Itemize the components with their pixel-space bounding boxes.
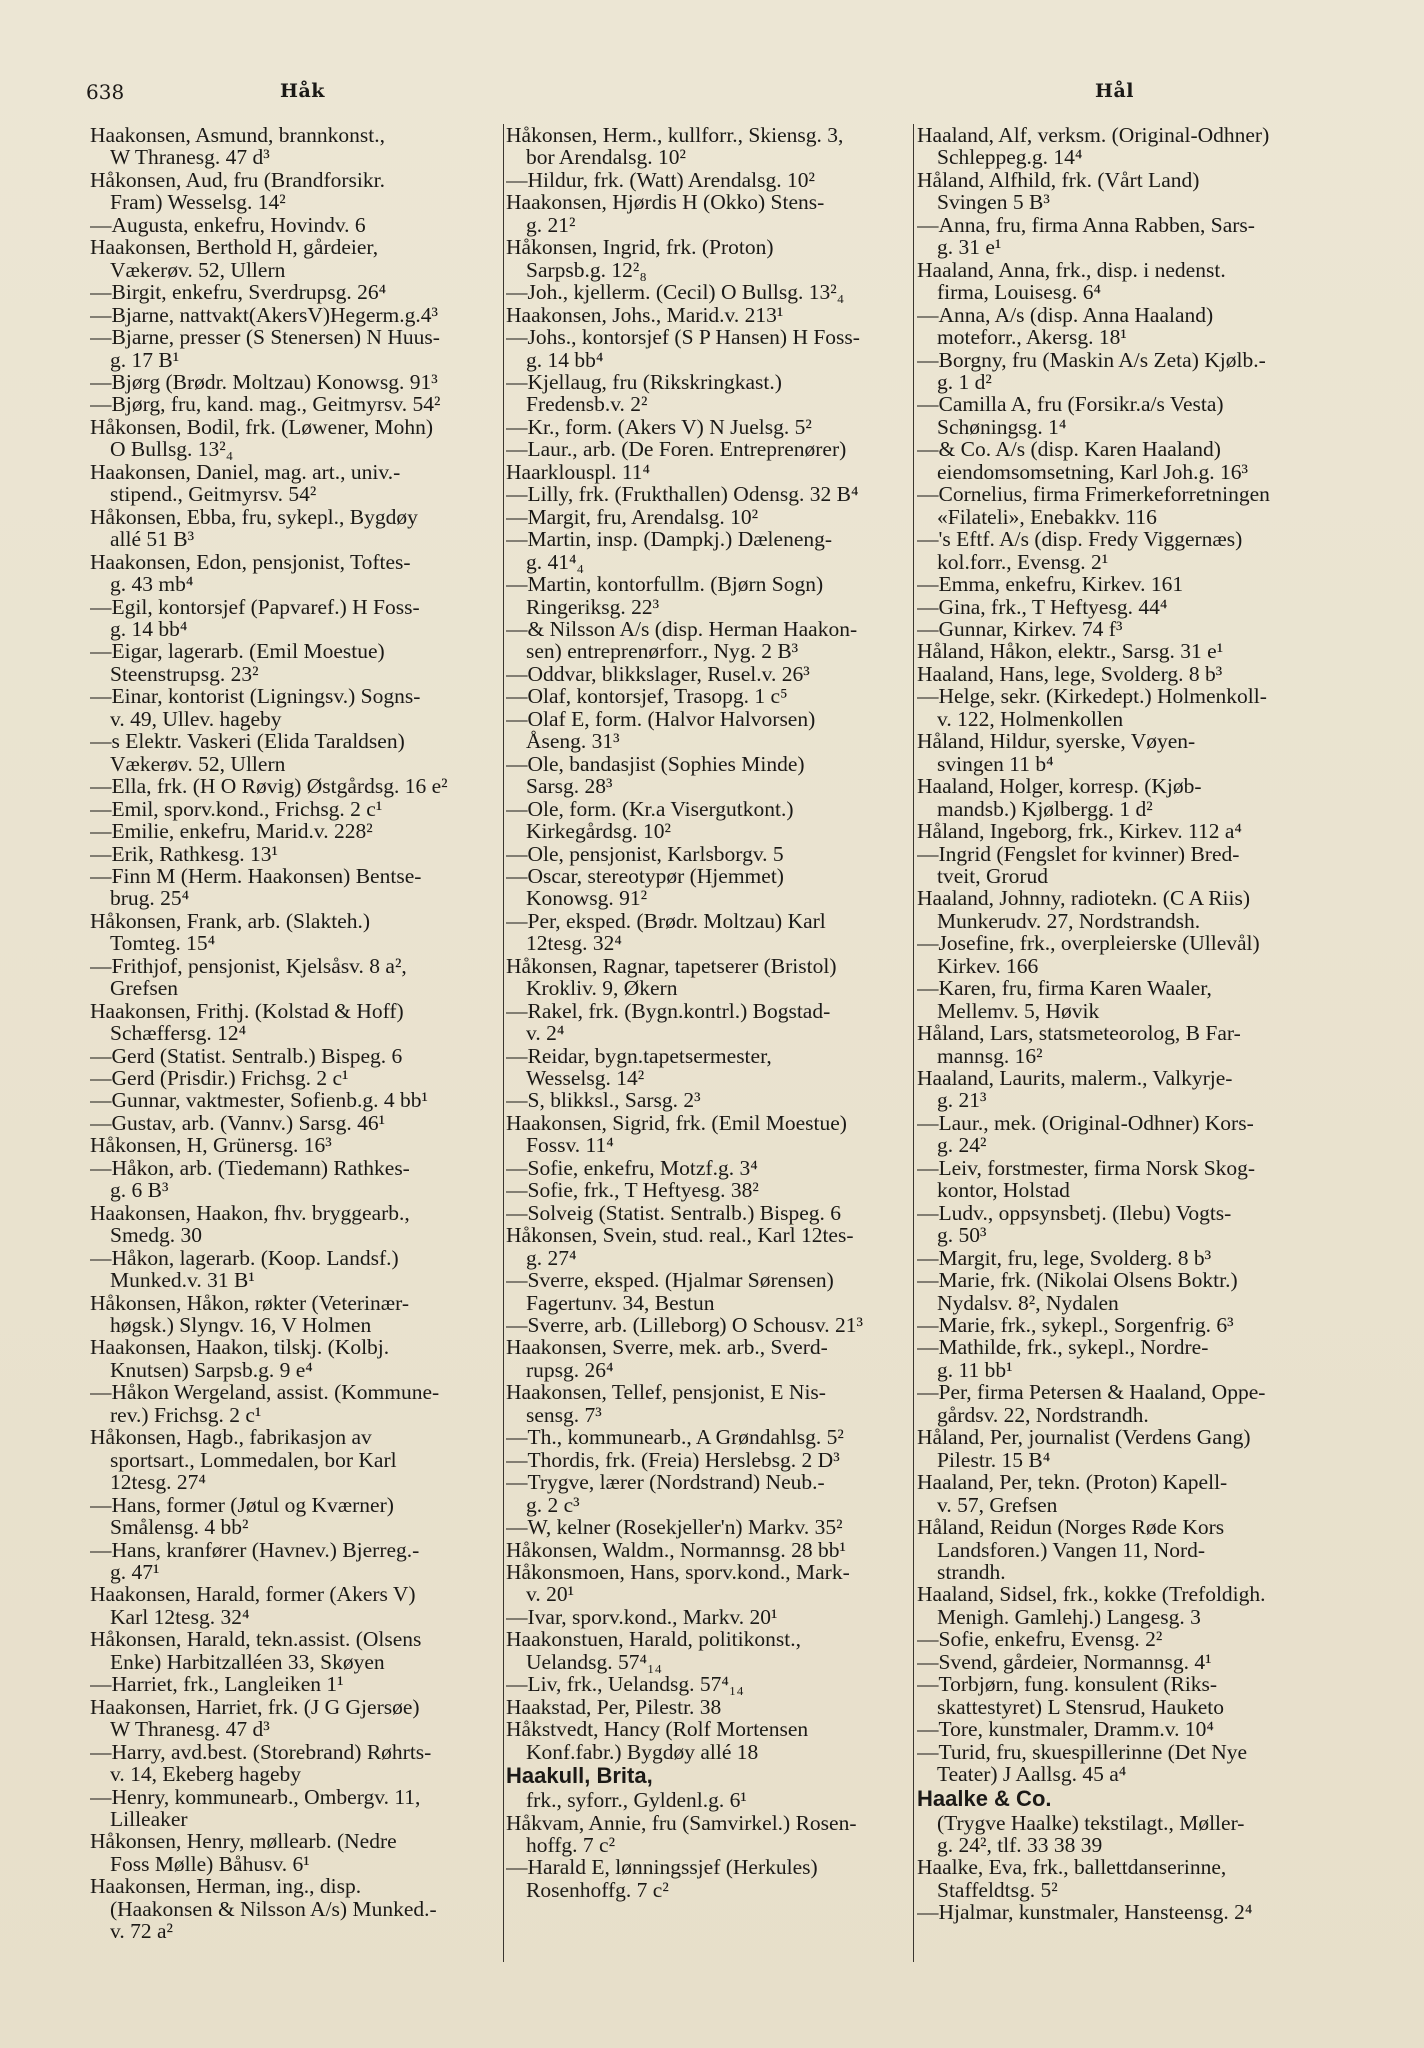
- directory-line: Haakonsen, Tellef, pensjonist, E Nis-: [506, 1380, 826, 1405]
- directory-line: Lilleaker: [110, 1806, 188, 1831]
- directory-line: —Tore, kunstmaler, Dramm.v. 10⁴: [917, 1717, 1214, 1742]
- directory-line: g. 41⁴₄: [526, 549, 584, 574]
- directory-line: —Sofie, enkefru, Motzf.g. 3⁴: [506, 1155, 758, 1180]
- directory-line: Menigh. Gamlehj.) Langesg. 3: [937, 1604, 1201, 1629]
- directory-line: g. 24²: [937, 1133, 987, 1158]
- directory-line: —Eigar, lagerarb. (Emil Moestue): [90, 639, 385, 664]
- directory-line: Krokliv. 9, Økern: [526, 976, 678, 1001]
- directory-line: —Kjellaug, fru (Rikskringkast.): [506, 369, 782, 394]
- directory-line: v. 49, Ullev. hageby: [110, 706, 282, 731]
- directory-line: —Thordis, frk. (Freia) Herslebsg. 2 D³: [506, 1447, 840, 1472]
- directory-line: Fagertunv. 34, Bestun: [526, 1290, 715, 1315]
- directory-line: —Johs., kontorsjef (S P Hansen) H Foss-: [506, 325, 860, 350]
- directory-line: Steenstrupsg. 23²: [110, 661, 259, 686]
- directory-line: Håkonsen, Waldm., Normannsg. 28 bb¹: [506, 1537, 846, 1562]
- directory-line: Håland, Hildur, syerske, Vøyen-: [917, 729, 1196, 754]
- directory-line: Tomteg. 15⁴: [110, 931, 216, 956]
- directory-line: Håland, Ingeborg, frk., Kirkev. 112 a⁴: [917, 819, 1242, 844]
- directory-line: Haakull, Brita,: [506, 1763, 653, 1789]
- directory-line: —Lilly, frk. (Frukthallen) Odensg. 32 B⁴: [506, 482, 859, 507]
- directory-line: —Turid, fru, skuespillerinne (Det Nye: [917, 1739, 1248, 1764]
- directory-line: Håkonsen, Hagb., fabrikasjon av: [90, 1425, 372, 1450]
- directory-line: rupsg. 26⁴: [526, 1357, 614, 1382]
- directory-line: —s Elektr. Vaskeri (Elida Taraldsen): [90, 729, 405, 754]
- directory-line: —Liv, frk., Uelandsg. 57⁴₁₄: [506, 1672, 744, 1697]
- directory-line: —W, kelner (Rosekjeller'n) Markv. 35²: [506, 1515, 843, 1540]
- directory-line: —'s Eftf. A/s (disp. Fredy Viggernæs): [917, 527, 1243, 552]
- directory-line: —Bjørg, fru, kand. mag., Geitmyrsv. 54²: [90, 392, 441, 417]
- directory-line: —Solveig (Statist. Sentralb.) Bispeg. 6: [506, 1200, 842, 1225]
- directory-line: —Harald E, lønningssjef (Herkules): [506, 1855, 818, 1880]
- directory-line: v. 2⁴: [526, 1021, 565, 1046]
- directory-line: v. 72 a²: [110, 1919, 173, 1944]
- directory-line: (Trygve Haalke) tekstilagt., Møller-: [937, 1810, 1245, 1835]
- directory-line: —Margit, fru, Arendalsg. 10²: [506, 504, 759, 529]
- directory-line: Haaland, Holger, korresp. (Kjøb-: [917, 774, 1202, 799]
- directory-line: —Håkon Wergeland, assist. (Kommune-: [90, 1380, 440, 1405]
- directory-line: —Helge, sekr. (Kirkedept.) Holmenkoll-: [917, 684, 1267, 709]
- directory-line: Håkvam, Annie, fru (Samvirkel.) Rosen-: [506, 1810, 857, 1835]
- directory-line: —Torbjørn, fung. konsulent (Riks-: [917, 1672, 1218, 1697]
- directory-line: Åseng. 31³: [526, 729, 620, 754]
- directory-line: bor Arendalsg. 10²: [526, 145, 686, 170]
- directory-line: Sarsg. 28³: [526, 774, 613, 799]
- directory-line: —Olaf, kontorsjef, Trasopg. 1 c⁵: [506, 684, 788, 709]
- directory-line: —Olaf E, form. (Halvor Halvorsen): [506, 706, 816, 731]
- directory-line: —Oddvar, blikkslager, Rusel.v. 26³: [506, 661, 810, 686]
- directory-line: —Marie, frk., sykepl., Sorgenfrig. 6³: [917, 1313, 1234, 1338]
- directory-line: Håkstvedt, Hancy (Rolf Mortensen: [506, 1717, 809, 1742]
- directory-line: —Hans, former (Jøtul og Kværner): [90, 1492, 394, 1517]
- directory-line: v. 14, Ekeberg hageby: [110, 1762, 302, 1787]
- directory-line: v. 57, Grefsen: [937, 1492, 1058, 1517]
- column-3: [917, 124, 1317, 2024]
- directory-line: sen) entreprenørforr., Nyg. 2 B³: [526, 639, 799, 664]
- directory-line: —Svend, gårdeier, Normannsg. 4¹: [917, 1649, 1212, 1674]
- directory-line: —Camilla A, fru (Forsikr.a/s Vesta): [917, 392, 1224, 417]
- directory-line: —Augusta, enkefru, Hovindv. 6: [90, 212, 366, 237]
- directory-line: høgsk.) Slyngv. 16, V Holmen: [110, 1313, 372, 1338]
- directory-line: sensg. 7³: [526, 1402, 602, 1427]
- directory-line: W Thranesg. 47 d³: [110, 145, 270, 170]
- directory-line: —Mathilde, frk., sykepl., Nordre-: [917, 1335, 1209, 1360]
- directory-line: Haakonsen, Sverre, mek. arb., Sverd-: [506, 1335, 828, 1360]
- directory-line: Fram) Wesselsg. 14²: [110, 190, 286, 215]
- directory-line: Uelandsg. 57⁴₁₄: [526, 1649, 662, 1674]
- directory-line: —Hans, kranfører (Havnev.) Bjerreg.-: [90, 1537, 420, 1562]
- directory-line: —Laur., mek. (Original-Odhner) Kors-: [917, 1110, 1254, 1135]
- directory-line: frk., syforr., Gyldenl.g. 6¹: [526, 1788, 747, 1813]
- page-number: 638: [86, 80, 125, 104]
- directory-line: —Laur., arb. (De Foren. Entreprenører): [506, 437, 847, 462]
- directory-line: Munkerudv. 27, Nordstrandsh.: [937, 908, 1201, 933]
- directory-line: Haakonsen, Herman, ing., disp.: [90, 1874, 362, 1899]
- directory-line: Grefsen: [110, 976, 179, 1001]
- page-header: [0, 80, 1424, 120]
- directory-line: —Ole, pensjonist, Karlsborgv. 5: [506, 841, 784, 866]
- directory-line: Håkonsen, Frank, arb. (Slakteh.): [90, 908, 371, 933]
- directory-line: Håkonsen, Herm., kullforr., Skiensg. 3,: [506, 124, 844, 147]
- directory-line: g. 24², tlf. 33 38 39: [937, 1832, 1103, 1857]
- directory-line: allé 51 B³: [110, 527, 195, 552]
- directory-line: Håkonsen, Håkon, røkter (Veterinær-: [90, 1290, 409, 1315]
- directory-line: —Karen, fru, firma Karen Waaler,: [917, 976, 1212, 1001]
- directory-line: —Finn M (Herm. Haakonsen) Bentse-: [90, 863, 422, 888]
- directory-line: Teater) J Aallsg. 45 a⁴: [937, 1762, 1127, 1787]
- directory-line: Pilestr. 15 B⁴: [937, 1447, 1051, 1472]
- directory-line: —Erik, Rathkesg. 13¹: [90, 841, 278, 866]
- column-2: [506, 124, 912, 2024]
- column-divider: [503, 124, 504, 1962]
- directory-line: 12tesg. 27⁴: [110, 1470, 206, 1495]
- directory-line: svingen 11 b⁴: [937, 751, 1054, 776]
- directory-line: —Anna, A/s (disp. Anna Haaland): [917, 302, 1214, 327]
- directory-line: Haakonsen, Berthold H, gårdeier,: [90, 235, 379, 260]
- directory-line: —Bjørg (Brødr. Moltzau) Konowsg. 91³: [90, 369, 438, 394]
- directory-line: Foss Mølle) Båhusv. 6¹: [110, 1851, 310, 1876]
- directory-line: «Filateli», Enebakkv. 116: [937, 504, 1157, 529]
- column-1: [90, 124, 502, 2024]
- directory-line: —Bjarne, presser (S Stenersen) N Huus-: [90, 325, 440, 350]
- directory-line: g. 1 d²: [937, 369, 992, 394]
- directory-line: —Emilie, enkefru, Marid.v. 228²: [90, 819, 373, 844]
- directory-line: —Anna, fru, firma Anna Rabben, Sars-: [917, 212, 1255, 237]
- directory-line: Schleppeg.g. 14⁴: [937, 145, 1083, 170]
- directory-line: kol.forr., Evensg. 2¹: [937, 549, 1109, 574]
- directory-line: Haaland, Sidsel, frk., kokke (Trefoldigh.: [917, 1582, 1266, 1607]
- directory-line: Håkonsen, Ingrid, frk. (Proton): [506, 235, 774, 260]
- directory-line: —Gerd (Statist. Sentralb.) Bispeg. 6: [90, 1043, 403, 1068]
- directory-line: v. 122, Holmenkollen: [937, 706, 1124, 731]
- directory-line: Wesselsg. 14²: [526, 1066, 645, 1091]
- directory-line: rev.) Frichsg. 2 c¹: [110, 1402, 262, 1427]
- directory-line: —Ivar, sporv.kond., Markv. 20¹: [506, 1604, 778, 1629]
- directory-line: Kirkegårdsg. 10²: [526, 819, 671, 844]
- directory-line: Konf.fabr.) Bygdøy allé 18: [526, 1739, 759, 1764]
- directory-line: Haakstad, Per, Pilestr. 38: [506, 1694, 722, 1719]
- directory-line: Håland, Alfhild, frk. (Vårt Land): [917, 167, 1200, 192]
- directory-line: g. 2 c³: [526, 1492, 580, 1517]
- directory-line: g. 6 B³: [110, 1178, 169, 1203]
- directory-line: Haaland, Anna, frk., disp. i nedenst.: [917, 257, 1226, 282]
- directory-line: Landsforen.) Vangen 11, Nord-: [937, 1537, 1206, 1562]
- directory-line: Haakonsen, Daniel, mag. art., univ.-: [90, 459, 401, 484]
- directory-line: —Rakel, frk. (Bygn.kontrl.) Bogstad-: [506, 998, 831, 1023]
- directory-line: Haarklouspl. 11⁴: [506, 459, 651, 484]
- directory-line: Haalke & Co.: [917, 1785, 1052, 1811]
- directory-line: —Håkon, lagerarb. (Koop. Landsf.): [90, 1245, 399, 1270]
- directory-line: g. 31 e¹: [937, 235, 1002, 260]
- directory-line: gårdsv. 22, Nordstrandh.: [937, 1402, 1149, 1427]
- directory-line: —Sverre, arb. (Lilleborg) O Schousv. 21³: [506, 1313, 863, 1338]
- directory-line: skattestyret) L Stensrud, Hauketo: [937, 1694, 1224, 1719]
- directory-line: —Hjalmar, kunstmaler, Hansteensg. 2⁴: [917, 1900, 1253, 1925]
- directory-line: Håland, Reidun (Norges Røde Kors: [917, 1515, 1225, 1540]
- directory-line: eiendomsomsetning, Karl Joh.g. 16³: [937, 459, 1248, 484]
- directory-line: —Sverre, eksped. (Hjalmar Sørensen): [506, 1268, 834, 1293]
- directory-line: —Joh., kjellerm. (Cecil) O Bullsg. 13²₄: [506, 280, 845, 305]
- directory-line: moteforr., Akersg. 18¹: [937, 325, 1127, 350]
- directory-line: Håkonsen, Ragnar, tapetserer (Bristol): [506, 953, 837, 978]
- directory-line: —& Co. A/s (disp. Karen Haaland): [917, 437, 1221, 462]
- directory-line: —Einar, kontorist (Ligningsv.) Sogns-: [90, 684, 421, 709]
- directory-line: —Josefine, frk., overpleierske (Ullevål): [917, 931, 1260, 956]
- directory-line: Håkonsen, Svein, stud. real., Karl 12tes-: [506, 1223, 854, 1248]
- directory-line: —Kr., form. (Akers V) N Juelsg. 5²: [506, 414, 812, 439]
- directory-line: kontor, Holstad: [937, 1178, 1070, 1203]
- directory-line: —Emil, sporv.kond., Frichsg. 2 c¹: [90, 796, 383, 821]
- directory-line: —Leiv, forstmester, firma Norsk Skog-: [917, 1155, 1256, 1180]
- directory-line: Haakonsen, Asmund, brannkonst.,: [90, 124, 385, 147]
- directory-line: g. 43 mb⁴: [110, 572, 194, 597]
- directory-line: —Marie, frk. (Nikolai Olsens Boktr.): [917, 1268, 1238, 1293]
- directory-line: —Ludv., oppsynsbetj. (Ilebu) Vogts-: [917, 1200, 1232, 1225]
- directory-line: Schøningsg. 1⁴: [937, 414, 1067, 439]
- directory-line: Haaland, Alf, verksm. (Original-Odhner): [917, 124, 1270, 147]
- directory-line: —Birgit, enkefru, Sverdrupsg. 26⁴: [90, 280, 387, 305]
- directory-line: Enke) Harbitzalléen 33, Skøyen: [110, 1649, 385, 1674]
- column-divider: [913, 124, 914, 1962]
- directory-line: W Thranesg. 47 d³: [110, 1717, 270, 1742]
- directory-line: —Ole, bandasjist (Sophies Minde): [506, 751, 805, 776]
- directory-line: Haakonsen, Haakon, fhv. bryggearb.,: [90, 1200, 410, 1225]
- directory-line: —Gunnar, Kirkev. 74 f³: [917, 616, 1123, 641]
- directory-line: g. 11 bb¹: [937, 1357, 1013, 1382]
- directory-line: —Harriet, frk., Langleiken 1¹: [90, 1672, 344, 1697]
- directory-line: strandh.: [937, 1560, 1006, 1584]
- directory-line: —Frithjof, pensjonist, Kjelsåsv. 8 a²,: [90, 953, 407, 978]
- directory-line: Håkonsen, Henry, møllearb. (Nedre: [90, 1829, 397, 1854]
- directory-line: g. 47¹: [110, 1560, 160, 1584]
- directory-line: —Sofie, enkefru, Evensg. 2²: [917, 1627, 1163, 1652]
- directory-line: —Martin, insp. (Dampkj.) Dæleneng-: [506, 527, 833, 552]
- directory-line: Haakonsen, Hjørdis H (Okko) Stens-: [506, 190, 825, 215]
- directory-line: —Borgny, fru (Maskin A/s Zeta) Kjølb.-: [917, 347, 1266, 372]
- directory-line: —Håkon, arb. (Tiedemann) Rathkes-: [90, 1155, 410, 1180]
- directory-line: Karl 12tesg. 32⁴: [110, 1604, 250, 1629]
- directory-line: mannsg. 16²: [937, 1043, 1043, 1068]
- directory-line: —Cornelius, firma Frimerkeforretningen: [917, 482, 1270, 507]
- directory-line: Vækerøv. 52, Ullern: [110, 751, 286, 776]
- directory-line: Håland, Per, journalist (Verdens Gang): [917, 1425, 1251, 1450]
- directory-line: (Haakonsen & Nilsson A/s) Munked.-: [110, 1896, 437, 1921]
- directory-line: g. 14 bb⁴: [526, 347, 604, 372]
- directory-line: Håkonsen, Harald, tekn.assist. (Olsens: [90, 1627, 422, 1652]
- directory-line: Håland, Lars, statsmeteorolog, B Far-: [917, 1021, 1241, 1046]
- directory-line: —S, blikksl., Sarsg. 2³: [506, 1088, 701, 1113]
- left-guide-word: Håk: [280, 80, 325, 102]
- directory-line: —Gustav, arb. (Vannv.) Sarsg. 46¹: [90, 1110, 386, 1135]
- directory-line: Håkonsmoen, Hans, sporv.kond., Mark-: [506, 1560, 850, 1584]
- directory-line: —Gunnar, vaktmester, Sofienb.g. 4 bb¹: [90, 1088, 428, 1113]
- directory-line: —Per, firma Petersen & Haaland, Oppe-: [917, 1380, 1266, 1405]
- directory-line: stipend., Geitmyrsv. 54²: [110, 482, 317, 507]
- directory-line: Smålensg. 4 bb²: [110, 1515, 249, 1540]
- directory-line: g. 27⁴: [526, 1245, 577, 1270]
- directory-line: Håland, Håkon, elektr., Sarsg. 31 e¹: [917, 639, 1224, 664]
- directory-line: —Harry, avd.best. (Storebrand) Røhrts-: [90, 1739, 432, 1764]
- directory-line: brug. 25⁴: [110, 886, 190, 911]
- directory-line: 12tesg. 32⁴: [526, 931, 622, 956]
- directory-line: Haakonsen, Haakon, tilskj. (Kolbj.: [90, 1335, 390, 1360]
- directory-line: v. 20¹: [526, 1582, 575, 1607]
- directory-line: Nydalsv. 8², Nydalen: [937, 1290, 1119, 1315]
- directory-line: —Hildur, frk. (Watt) Arendalsg. 10²: [506, 167, 815, 192]
- directory-line: Haalke, Eva, frk., ballettdanserinne,: [917, 1855, 1227, 1880]
- directory-line: Staffeldtsg. 5²: [937, 1877, 1058, 1902]
- directory-line: —Per, eksped. (Brødr. Moltzau) Karl: [506, 908, 826, 933]
- directory-line: —Martin, kontorfullm. (Bjørn Sogn): [506, 572, 824, 597]
- directory-line: Haaland, Per, tekn. (Proton) Kapell-: [917, 1470, 1228, 1495]
- directory-line: Håkonsen, Aud, fru (Brandforsikr.: [90, 167, 385, 192]
- directory-line: firma, Louisesg. 6⁴: [937, 280, 1101, 305]
- directory-line: Haakonsen, Edon, pensjonist, Toftes-: [90, 549, 411, 574]
- directory-line: g. 17 B¹: [110, 347, 180, 372]
- directory-line: —Henry, kommunearb., Ombergv. 11,: [90, 1784, 421, 1809]
- directory-line: Kirkev. 166: [937, 953, 1039, 978]
- directory-line: —Gerd (Prisdir.) Frichsg. 2 c¹: [90, 1066, 349, 1091]
- directory-line: Haakonsen, Sigrid, frk. (Emil Moestue): [506, 1110, 847, 1135]
- directory-line: Rosenhoffg. 7 c²: [526, 1877, 669, 1902]
- directory-line: Munked.v. 31 B¹: [110, 1268, 255, 1293]
- directory-line: Håkonsen, H, Grünersg. 16³: [90, 1133, 332, 1158]
- directory-line: Haakonstuen, Harald, politikonst.,: [506, 1627, 801, 1652]
- directory-line: sportsart., Lommedalen, bor Karl: [110, 1447, 397, 1472]
- directory-line: O Bullsg. 13²₄: [110, 437, 234, 462]
- directory-line: —Ella, frk. (H O Røvig) Østgårdsg. 16 e²: [90, 774, 448, 799]
- directory-line: —Emma, enkefru, Kirkev. 161: [917, 572, 1184, 597]
- directory-line: —Margit, fru, lege, Svolderg. 8 b³: [917, 1245, 1212, 1270]
- directory-line: Haakonsen, Harriet, frk. (J G Gjersøe): [90, 1694, 420, 1719]
- directory-line: Svingen 5 B³: [937, 190, 1050, 215]
- directory-line: hoffg. 7 c²: [526, 1832, 616, 1857]
- directory-line: g. 21³: [937, 1088, 987, 1113]
- directory-line: Håkonsen, Ebba, fru, sykepl., Bygdøy: [90, 504, 418, 529]
- directory-line: Sarpsb.g. 12²₈: [526, 257, 647, 282]
- directory-line: —Ingrid (Fengslet for kvinner) Bred-: [917, 841, 1240, 866]
- directory-line: g. 14 bb⁴: [110, 616, 188, 641]
- directory-line: —Ole, form. (Kr.a Visergutkont.): [506, 796, 794, 821]
- directory-line: tveit, Grorud: [937, 863, 1049, 888]
- directory-line: —Bjarne, nattvakt(AkersV)Hegerm.g.4³: [90, 302, 438, 327]
- directory-line: Håkonsen, Bodil, frk. (Løwener, Mohn): [90, 414, 434, 439]
- directory-line: Fredensb.v. 2²: [526, 392, 648, 417]
- directory-line: —Sofie, frk., T Heftyesg. 38²: [506, 1178, 759, 1203]
- directory-line: Mellemv. 5, Høvik: [937, 998, 1100, 1023]
- directory-line: —Trygve, lærer (Nordstrand) Neub.-: [506, 1470, 825, 1495]
- directory-line: —Oscar, stereotypør (Hjemmet): [506, 863, 784, 888]
- directory-line: Ringeriksg. 22³: [526, 594, 660, 619]
- directory-line: Schæffersg. 12⁴: [110, 1021, 247, 1046]
- directory-line: g. 50³: [937, 1223, 987, 1248]
- directory-line: —Gina, frk., T Heftyesg. 44⁴: [917, 594, 1168, 619]
- directory-line: —& Nilsson A/s (disp. Herman Haakon-: [506, 616, 858, 641]
- directory-line: —Egil, kontorsjef (Papvaref.) H Foss-: [90, 594, 420, 619]
- directory-line: —Th., kommunearb., A Grøndahlsg. 5²: [506, 1425, 844, 1450]
- directory-line: Haaland, Laurits, malerm., Valkyrje-: [917, 1066, 1233, 1091]
- right-guide-word: Hål: [1095, 80, 1134, 102]
- directory-line: Haakonsen, Frithj. (Kolstad & Hoff): [90, 998, 404, 1023]
- directory-line: g. 21²: [526, 212, 576, 237]
- directory-line: Smedg. 30: [110, 1223, 202, 1248]
- directory-line: Konowsg. 91²: [526, 886, 648, 911]
- directory-line: Fossv. 11⁴: [526, 1133, 614, 1158]
- directory-line: Haaland, Johnny, radiotekn. (C A Riis): [917, 886, 1251, 911]
- directory-line: Haaland, Hans, lege, Svolderg. 8 b³: [917, 661, 1223, 686]
- directory-line: Vækerøv. 52, Ullern: [110, 257, 286, 282]
- directory-line: Knutsen) Sarpsb.g. 9 e⁴: [110, 1357, 313, 1382]
- directory-line: Haakonsen, Harald, former (Akers V): [90, 1582, 416, 1607]
- directory-line: Haakonsen, Johs., Marid.v. 213¹: [506, 302, 784, 327]
- directory-line: mandsb.) Kjølbergg. 1 d²: [937, 796, 1153, 821]
- directory-line: —Reidar, bygn.tapetsermester,: [506, 1043, 772, 1068]
